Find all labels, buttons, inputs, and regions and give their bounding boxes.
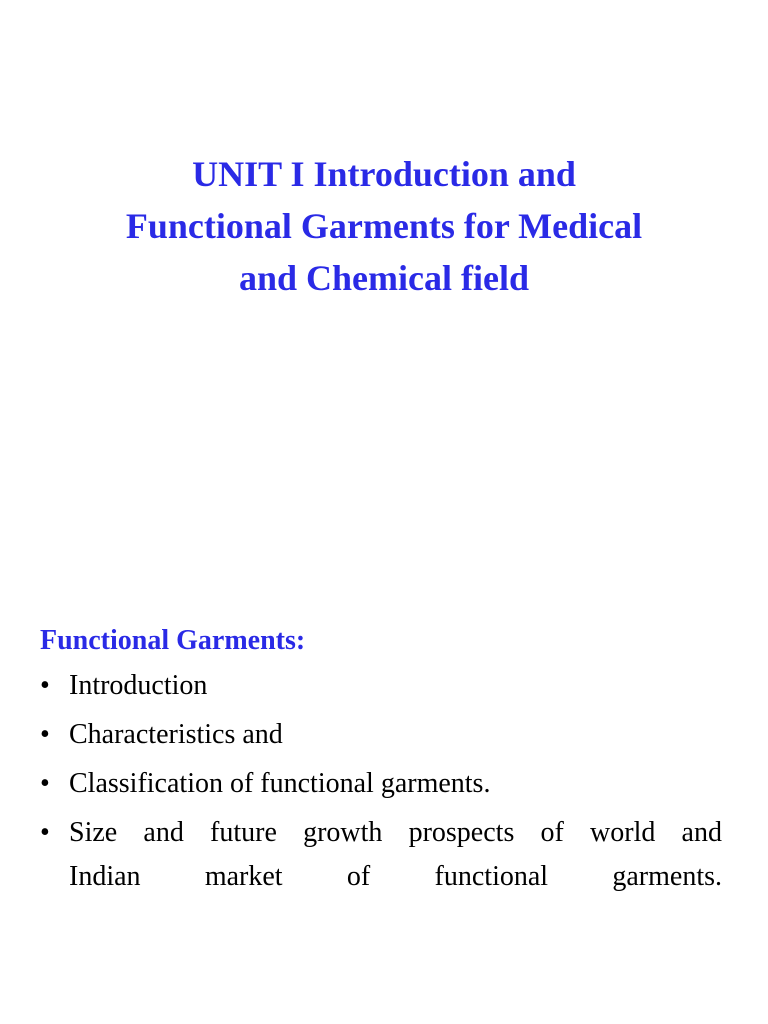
bullet-text: Classification of functional garments.	[69, 768, 491, 799]
content-section	[40, 618, 722, 904]
bullet-icon: •	[40, 817, 50, 848]
slide-title	[40, 148, 728, 304]
bullet-icon: •	[40, 768, 50, 799]
bullet-text: Introduction	[69, 670, 208, 701]
section-heading: Functional Garments:	[40, 625, 306, 656]
slide-title-line-2: Functional Garments for Medical	[125, 206, 643, 246]
bullet-item	[40, 713, 722, 757]
bullet-item	[40, 811, 722, 899]
bullet-text-line-2: Indian market of functional garments.	[69, 861, 722, 892]
bullet-icon: •	[40, 719, 50, 750]
bullet-item	[40, 762, 722, 806]
bullet-list	[40, 664, 722, 899]
bullet-text-line-1: Size and future growth prospects of world and	[69, 817, 722, 848]
slide-title-line-1: UNIT I Introduction and	[192, 154, 576, 194]
bullet-item	[40, 664, 722, 708]
bullet-icon: •	[40, 670, 50, 701]
bullet-text: Characteristics and	[69, 719, 283, 750]
slide-title-line-3: and Chemical field	[238, 258, 529, 298]
